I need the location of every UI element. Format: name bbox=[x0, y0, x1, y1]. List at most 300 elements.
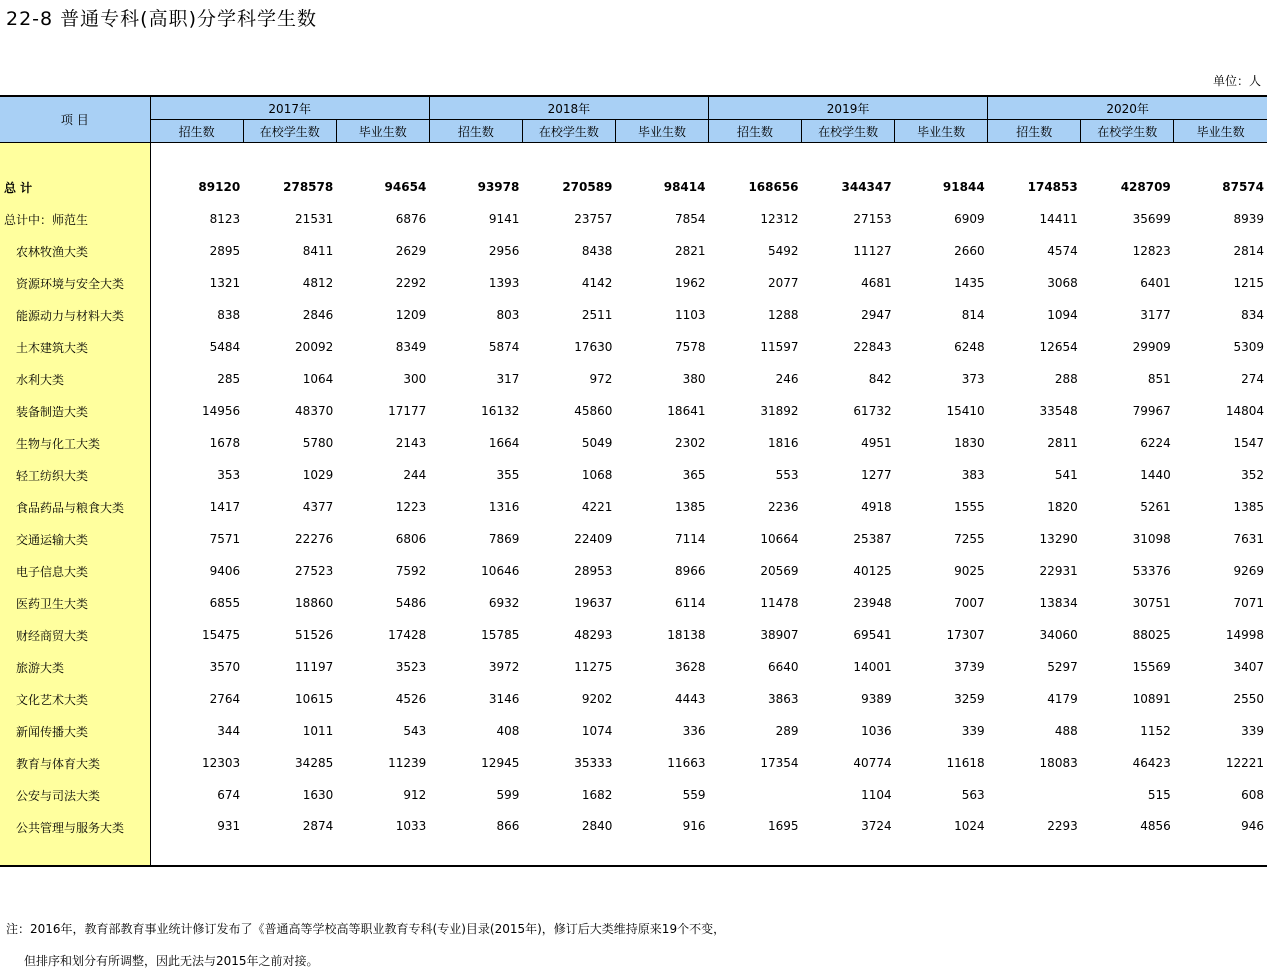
row-label: 农林牧渔大类 bbox=[0, 235, 150, 267]
value-cell: 803 bbox=[496, 308, 520, 322]
value-cell: 1440 bbox=[1140, 468, 1171, 482]
value-cell: 45860 bbox=[574, 404, 613, 418]
value-cell: 14001 bbox=[853, 660, 892, 674]
value-cell: 972 bbox=[589, 372, 613, 386]
value-cell: 2077 bbox=[768, 276, 799, 290]
value-cell: 13290 bbox=[1039, 532, 1078, 546]
empty-cell bbox=[708, 143, 801, 172]
value-cell: 18641 bbox=[667, 404, 706, 418]
value-cell: 1074 bbox=[581, 724, 613, 738]
value-cell: 93978 bbox=[477, 180, 520, 194]
value-cell: 6855 bbox=[209, 596, 241, 610]
row-label: 装备制造大类 bbox=[0, 395, 150, 427]
table-row bbox=[0, 491, 1267, 523]
value-cell: 4142 bbox=[581, 276, 613, 290]
row-label: 能源动力与材料大类 bbox=[0, 299, 150, 331]
value-cell: 1024 bbox=[895, 811, 988, 866]
row-label: 教育与体育大类 bbox=[0, 747, 150, 779]
value-cell: 1820 bbox=[1047, 500, 1078, 514]
value-cell: 8123 bbox=[209, 212, 241, 226]
value-cell: 40774 bbox=[853, 756, 892, 770]
value-cell: 1678 bbox=[209, 436, 241, 450]
value-cell: 89120 bbox=[198, 180, 241, 194]
value-cell: 1417 bbox=[209, 500, 241, 514]
value-cell: 5049 bbox=[581, 436, 613, 450]
col-header-enroll: 招生数 bbox=[429, 120, 522, 143]
empty-cell bbox=[1174, 143, 1267, 172]
value-cell: 317 bbox=[496, 372, 520, 386]
col-header-enroll: 招生数 bbox=[988, 120, 1081, 143]
value-cell: 22276 bbox=[295, 532, 334, 546]
value-cell: 1029 bbox=[302, 468, 334, 482]
value-cell: 87574 bbox=[1222, 180, 1264, 194]
row-label: 食品药品与粮食大类 bbox=[0, 491, 150, 523]
value-cell: 408 bbox=[496, 724, 520, 738]
value-cell: 7255 bbox=[954, 532, 985, 546]
value-cell: 11618 bbox=[946, 756, 985, 770]
value-cell: 7592 bbox=[395, 564, 427, 578]
value-cell: 4951 bbox=[861, 436, 892, 450]
value-cell: 5261 bbox=[1140, 500, 1171, 514]
value-cell: 34285 bbox=[295, 756, 334, 770]
value-cell: 553 bbox=[775, 468, 799, 482]
value-cell: 1393 bbox=[488, 276, 520, 290]
value-cell: 270589 bbox=[562, 180, 613, 194]
value-cell: 285 bbox=[217, 372, 241, 386]
value-cell: 8939 bbox=[1233, 212, 1264, 226]
value-cell: 18860 bbox=[295, 596, 334, 610]
value-cell: 11275 bbox=[574, 660, 613, 674]
value-cell: 20569 bbox=[760, 564, 799, 578]
table-row bbox=[0, 459, 1267, 491]
col-header-graduates: 毕业生数 bbox=[336, 120, 429, 143]
value-cell: 27523 bbox=[295, 564, 334, 578]
value-cell: 4377 bbox=[302, 500, 334, 514]
value-cell: 8966 bbox=[674, 564, 706, 578]
value-cell: 69541 bbox=[853, 628, 892, 642]
value-cell: 48370 bbox=[295, 404, 334, 418]
col-header-enrolled-students: 在校学生数 bbox=[522, 120, 615, 143]
row-label: 土木建筑大类 bbox=[0, 331, 150, 363]
value-cell: 17307 bbox=[946, 628, 985, 642]
table-row bbox=[0, 683, 1267, 715]
value-cell: 9025 bbox=[954, 564, 985, 578]
table-row bbox=[0, 299, 1267, 331]
value-cell: 6932 bbox=[488, 596, 520, 610]
value-cell: 9406 bbox=[209, 564, 241, 578]
value-cell: 5492 bbox=[768, 244, 799, 258]
value-cell: 931 bbox=[150, 811, 243, 866]
col-header-enrolled-students: 在校学生数 bbox=[802, 120, 895, 143]
value-cell: 1068 bbox=[581, 468, 613, 482]
value-cell: 1277 bbox=[861, 468, 892, 482]
value-cell: 17354 bbox=[760, 756, 799, 770]
year-header: 2020年 bbox=[988, 96, 1267, 120]
value-cell: 5874 bbox=[488, 340, 520, 354]
value-cell: 1830 bbox=[954, 436, 985, 450]
value-cell: 289 bbox=[775, 724, 799, 738]
value-cell: 15475 bbox=[201, 628, 241, 642]
value-cell: 2629 bbox=[395, 244, 427, 258]
value-cell: 2143 bbox=[395, 436, 427, 450]
value-cell: 3863 bbox=[768, 692, 799, 706]
value-cell: 1033 bbox=[336, 811, 429, 866]
value-cell: 559 bbox=[682, 788, 706, 802]
value-cell: 17428 bbox=[388, 628, 427, 642]
value-cell: 1223 bbox=[395, 500, 427, 514]
table-row bbox=[0, 363, 1267, 395]
unit-label: 单位：人 bbox=[1212, 74, 1261, 88]
row-label: 资源环境与安全大类 bbox=[0, 267, 150, 299]
empty-cell bbox=[150, 143, 243, 172]
value-cell: 4526 bbox=[395, 692, 427, 706]
value-cell: 946 bbox=[1174, 811, 1267, 866]
value-cell: 5484 bbox=[209, 340, 241, 354]
value-cell: 4221 bbox=[581, 500, 613, 514]
table-row bbox=[0, 171, 1267, 203]
value-cell: 22931 bbox=[1039, 564, 1078, 578]
empty-cell bbox=[988, 143, 1081, 172]
value-cell: 674 bbox=[217, 788, 241, 802]
value-cell: 428709 bbox=[1120, 180, 1171, 194]
value-cell: 2764 bbox=[209, 692, 241, 706]
value-cell: 1316 bbox=[488, 500, 520, 514]
value-cell: 2550 bbox=[1233, 692, 1264, 706]
value-cell: 22843 bbox=[853, 340, 892, 354]
value-cell: 11597 bbox=[760, 340, 799, 354]
table-row bbox=[0, 331, 1267, 363]
value-cell: 48293 bbox=[574, 628, 613, 642]
value-cell: 18138 bbox=[667, 628, 706, 642]
value-cell: 1816 bbox=[768, 436, 799, 450]
table-row bbox=[0, 267, 1267, 299]
value-cell: 168656 bbox=[748, 180, 799, 194]
year-header: 2017年 bbox=[150, 96, 429, 120]
value-cell: 4856 bbox=[1081, 811, 1174, 866]
value-cell: 1064 bbox=[302, 372, 334, 386]
value-cell: 373 bbox=[961, 372, 985, 386]
value-cell: 300 bbox=[403, 372, 427, 386]
value-cell: 14411 bbox=[1039, 212, 1078, 226]
value-cell: 244 bbox=[403, 468, 427, 482]
value-cell: 1962 bbox=[674, 276, 706, 290]
value-cell: 1215 bbox=[1233, 276, 1264, 290]
value-cell: 1385 bbox=[1233, 500, 1264, 514]
value-cell: 2660 bbox=[954, 244, 985, 258]
value-cell: 12303 bbox=[201, 756, 241, 770]
value-cell: 53376 bbox=[1132, 564, 1171, 578]
value-cell: 13834 bbox=[1039, 596, 1078, 610]
value-cell: 23948 bbox=[853, 596, 892, 610]
value-cell: 543 bbox=[403, 724, 427, 738]
value-cell: 6640 bbox=[768, 660, 799, 674]
value-cell: 22409 bbox=[574, 532, 613, 546]
table-row bbox=[0, 235, 1267, 267]
value-cell: 2956 bbox=[488, 244, 520, 258]
value-cell: 174853 bbox=[1027, 180, 1078, 194]
value-cell: 2236 bbox=[768, 500, 799, 514]
col-header-graduates: 毕业生数 bbox=[615, 120, 708, 143]
value-cell: 10615 bbox=[295, 692, 334, 706]
value-cell: 12312 bbox=[760, 212, 799, 226]
value-cell: 6401 bbox=[1140, 276, 1171, 290]
value-cell bbox=[988, 779, 1081, 811]
value-cell: 11197 bbox=[295, 660, 334, 674]
table-body bbox=[0, 143, 1267, 867]
value-cell: 353 bbox=[217, 468, 241, 482]
empty-cell bbox=[522, 143, 615, 172]
empty-cell bbox=[615, 143, 708, 172]
row-label: 财经商贸大类 bbox=[0, 619, 150, 651]
empty-cell bbox=[243, 143, 336, 172]
value-cell: 11478 bbox=[760, 596, 799, 610]
value-cell: 5297 bbox=[1047, 660, 1078, 674]
value-cell: 17630 bbox=[574, 340, 613, 354]
row-label: 公安与司法大类 bbox=[0, 779, 150, 811]
col-header-graduates: 毕业生数 bbox=[1174, 120, 1267, 143]
row-label: 轻工纺织大类 bbox=[0, 459, 150, 491]
value-cell: 35333 bbox=[574, 756, 613, 770]
value-cell: 6114 bbox=[674, 596, 706, 610]
value-cell: 20092 bbox=[295, 340, 334, 354]
value-cell: 11239 bbox=[388, 756, 427, 770]
col-header-enroll: 招生数 bbox=[708, 120, 801, 143]
value-cell: 1321 bbox=[209, 276, 241, 290]
value-cell: 16132 bbox=[481, 404, 520, 418]
value-cell: 11663 bbox=[667, 756, 706, 770]
row-label: 医药卫生大类 bbox=[0, 587, 150, 619]
value-cell: 2302 bbox=[674, 436, 706, 450]
row-label: 交通运输大类 bbox=[0, 523, 150, 555]
value-cell: 541 bbox=[1054, 468, 1078, 482]
value-cell: 1630 bbox=[302, 788, 334, 802]
value-cell: 5309 bbox=[1233, 340, 1264, 354]
value-cell: 866 bbox=[429, 811, 522, 866]
value-cell: 31892 bbox=[760, 404, 799, 418]
table-row bbox=[0, 651, 1267, 683]
value-cell: 488 bbox=[1054, 724, 1078, 738]
value-cell: 35699 bbox=[1132, 212, 1171, 226]
value-cell: 2874 bbox=[243, 811, 336, 866]
value-cell: 4179 bbox=[1047, 692, 1078, 706]
value-cell: 6806 bbox=[395, 532, 427, 546]
value-cell: 7007 bbox=[954, 596, 985, 610]
value-cell: 838 bbox=[217, 308, 241, 322]
row-label-cell bbox=[0, 143, 150, 172]
value-cell: 9269 bbox=[1233, 564, 1264, 578]
empty-cell bbox=[895, 143, 988, 172]
value-cell: 7631 bbox=[1233, 532, 1264, 546]
value-cell: 12945 bbox=[481, 756, 520, 770]
value-cell: 1547 bbox=[1233, 436, 1264, 450]
value-cell: 14998 bbox=[1225, 628, 1264, 642]
value-cell: 27153 bbox=[853, 212, 892, 226]
value-cell: 15569 bbox=[1132, 660, 1171, 674]
value-cell: 1094 bbox=[1047, 308, 1078, 322]
value-cell: 1695 bbox=[708, 811, 801, 866]
value-cell: 31098 bbox=[1132, 532, 1171, 546]
value-cell: 6248 bbox=[954, 340, 985, 354]
value-cell: 15785 bbox=[481, 628, 520, 642]
col-header-enroll: 招生数 bbox=[150, 120, 243, 143]
value-cell: 9141 bbox=[488, 212, 520, 226]
row-label: 公共管理与服务大类 bbox=[0, 811, 150, 866]
value-cell: 7869 bbox=[488, 532, 520, 546]
value-cell: 4574 bbox=[1047, 244, 1078, 258]
table-row bbox=[0, 811, 1267, 866]
value-cell: 339 bbox=[1241, 724, 1264, 738]
value-cell: 28953 bbox=[574, 564, 613, 578]
value-cell: 3146 bbox=[488, 692, 520, 706]
value-cell: 1664 bbox=[488, 436, 520, 450]
value-cell: 34060 bbox=[1039, 628, 1078, 642]
value-cell: 2846 bbox=[302, 308, 334, 322]
table-row bbox=[0, 523, 1267, 555]
value-cell: 1036 bbox=[861, 724, 892, 738]
value-cell: 851 bbox=[1147, 372, 1171, 386]
value-cell: 7571 bbox=[209, 532, 241, 546]
value-cell: 3259 bbox=[954, 692, 985, 706]
value-cell: 3739 bbox=[954, 660, 985, 674]
value-cell: 14804 bbox=[1225, 404, 1264, 418]
value-cell: 6909 bbox=[954, 212, 985, 226]
value-cell: 11127 bbox=[853, 244, 892, 258]
value-cell: 2947 bbox=[861, 308, 892, 322]
footnote-line-2: 但排序和划分有所调整，因此无法与2015年之前对接。 bbox=[24, 954, 319, 968]
value-cell: 355 bbox=[496, 468, 520, 482]
value-cell: 5780 bbox=[302, 436, 334, 450]
value-cell: 51526 bbox=[295, 628, 334, 642]
value-cell: 3068 bbox=[1047, 276, 1078, 290]
value-cell: 1152 bbox=[1140, 724, 1171, 738]
table-row bbox=[0, 203, 1267, 235]
value-cell: 4681 bbox=[861, 276, 892, 290]
col-header-enrolled-students: 在校学生数 bbox=[243, 120, 336, 143]
value-cell: 2840 bbox=[522, 811, 615, 866]
value-cell: 352 bbox=[1241, 468, 1264, 482]
value-cell: 17177 bbox=[388, 404, 427, 418]
value-cell: 1104 bbox=[861, 788, 892, 802]
table-row bbox=[0, 779, 1267, 811]
table-row bbox=[0, 747, 1267, 779]
row-label: 水利大类 bbox=[0, 363, 150, 395]
value-cell: 38907 bbox=[760, 628, 799, 642]
item-header: 项 目 bbox=[0, 96, 150, 143]
value-cell: 1011 bbox=[302, 724, 334, 738]
row-label: 总计中：师范生 bbox=[0, 203, 150, 235]
value-cell: 3523 bbox=[395, 660, 427, 674]
value-cell: 25387 bbox=[853, 532, 892, 546]
value-cell: 29909 bbox=[1132, 340, 1171, 354]
col-header-enrolled-students: 在校学生数 bbox=[1081, 120, 1174, 143]
value-cell: 10646 bbox=[481, 564, 520, 578]
value-cell: 3724 bbox=[802, 811, 895, 866]
empty-cell bbox=[802, 143, 895, 172]
value-cell: 40125 bbox=[853, 564, 892, 578]
value-cell: 834 bbox=[1241, 308, 1264, 322]
value-cell: 8349 bbox=[395, 340, 427, 354]
value-cell: 380 bbox=[682, 372, 706, 386]
row-label: 电子信息大类 bbox=[0, 555, 150, 587]
value-cell: 98414 bbox=[663, 180, 706, 194]
value-cell: 2814 bbox=[1233, 244, 1264, 258]
value-cell: 30751 bbox=[1132, 596, 1171, 610]
value-cell: 12654 bbox=[1039, 340, 1078, 354]
value-cell: 12221 bbox=[1225, 756, 1264, 770]
col-header-graduates: 毕业生数 bbox=[895, 120, 988, 143]
value-cell: 3628 bbox=[674, 660, 706, 674]
value-cell: 383 bbox=[961, 468, 985, 482]
value-cell: 1435 bbox=[954, 276, 985, 290]
value-cell bbox=[708, 779, 801, 811]
value-cell: 3570 bbox=[209, 660, 241, 674]
table-row bbox=[0, 715, 1267, 747]
value-cell: 33548 bbox=[1039, 404, 1078, 418]
value-cell: 842 bbox=[868, 372, 892, 386]
year-header: 2019年 bbox=[708, 96, 987, 120]
value-cell: 2895 bbox=[209, 244, 241, 258]
value-cell: 515 bbox=[1147, 788, 1171, 802]
value-cell: 1682 bbox=[581, 788, 613, 802]
value-cell: 10891 bbox=[1132, 692, 1171, 706]
statistics-table bbox=[0, 95, 1267, 867]
data-table-wrapper bbox=[0, 95, 1267, 867]
row-label: 总 计 bbox=[0, 171, 150, 203]
value-cell: 912 bbox=[403, 788, 427, 802]
value-cell: 8411 bbox=[302, 244, 334, 258]
value-cell: 79967 bbox=[1132, 404, 1171, 418]
value-cell: 1385 bbox=[674, 500, 706, 514]
value-cell: 814 bbox=[961, 308, 985, 322]
value-cell: 2293 bbox=[988, 811, 1081, 866]
value-cell: 336 bbox=[682, 724, 706, 738]
table-row bbox=[0, 587, 1267, 619]
value-cell: 18083 bbox=[1039, 756, 1078, 770]
value-cell: 344347 bbox=[841, 180, 892, 194]
table-row bbox=[0, 395, 1267, 427]
empty-cell bbox=[336, 143, 429, 172]
table-row bbox=[0, 427, 1267, 459]
value-cell: 608 bbox=[1241, 788, 1264, 802]
footnote-line-1: 注：2016年，教育部教育事业统计修订发布了《普通高等学校高等职业教育专科(专业)目录(2015年)，修订后大类维持原来19个不变， bbox=[6, 922, 726, 936]
spacer-row bbox=[0, 143, 1267, 172]
value-cell: 1103 bbox=[674, 308, 706, 322]
value-cell: 1288 bbox=[768, 308, 799, 322]
value-cell: 1555 bbox=[954, 500, 985, 514]
value-cell: 19637 bbox=[574, 596, 613, 610]
value-cell: 6224 bbox=[1140, 436, 1171, 450]
value-cell: 1209 bbox=[395, 308, 427, 322]
value-cell: 91844 bbox=[942, 180, 985, 194]
value-cell: 8438 bbox=[581, 244, 613, 258]
value-cell: 246 bbox=[775, 372, 799, 386]
value-cell: 6876 bbox=[395, 212, 427, 226]
value-cell: 288 bbox=[1054, 372, 1078, 386]
value-cell: 3177 bbox=[1140, 308, 1171, 322]
empty-cell bbox=[429, 143, 522, 172]
table-row bbox=[0, 555, 1267, 587]
value-cell: 3407 bbox=[1233, 660, 1264, 674]
value-cell: 10664 bbox=[760, 532, 799, 546]
value-cell: 9389 bbox=[861, 692, 892, 706]
value-cell: 7114 bbox=[674, 532, 706, 546]
value-cell: 599 bbox=[496, 788, 520, 802]
value-cell: 61732 bbox=[853, 404, 892, 418]
value-cell: 916 bbox=[615, 811, 708, 866]
value-cell: 344 bbox=[217, 724, 241, 738]
value-cell: 7071 bbox=[1233, 596, 1264, 610]
value-cell: 2821 bbox=[674, 244, 706, 258]
